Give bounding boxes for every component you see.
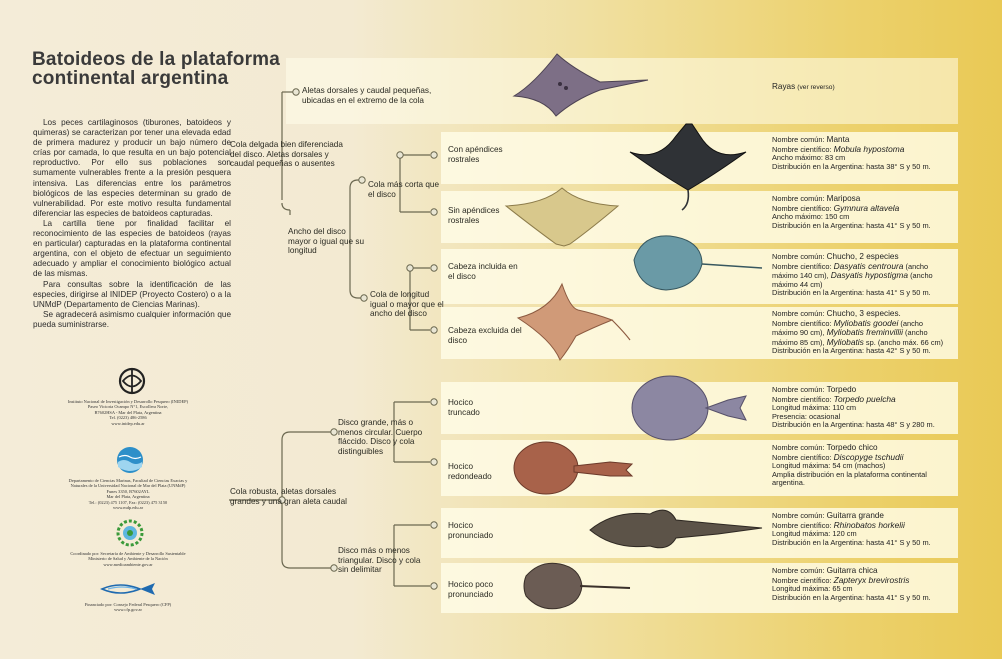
torpedo-chico-illustration xyxy=(510,436,634,498)
org-cfp: Financiado por: Consejo Federal Pesquero (CFP) www.cfp.gov.ar xyxy=(84,602,172,613)
guitarra-chica-illustration xyxy=(520,556,632,616)
key-hocico-redondeado: Hocico redondeado xyxy=(448,462,492,481)
key-disco-triangular: Disco más o menos triangular. Disco y cola sin delimitar xyxy=(338,546,421,575)
key-cola-corta: Cola más corta que el disco xyxy=(368,180,439,199)
species-manta: Nombre común: Manta Nombre científico: Mobula hypostoma Ancho máximo: 83 cm Distribución en la Argentina: hasta 38° S y 50 m. xyxy=(772,135,931,171)
intro-paragraph: La cartilla tiene por finalidad facilitar el reconocimiento de las especies de batoideos (rayas en particular) capturadas en la plataforma continental argentina, con el objeto de efectuar un seguimiento adecuado y ampliar el conocimiento biológico actual de las mismas. xyxy=(33,218,231,279)
intro-paragraph: Los peces cartilaginosos (tiburones, batoideos y quimeras) se caracterizan por tener una elevada edad de primera madurez y producir un bajo número de crías por camada, lo que resulta en un bajo potencial reproductivo. Por ello sus poblaciones son sumamente vulnerables frente a la presión pesquera intensiva. Las diferencias entre los parámetros biológicos de las especies determinan su grado de vulnerabilidad. Por este motivo resulta fundamental diferenciar las especies de batoideos capturadas. xyxy=(33,118,231,218)
raya-illustration xyxy=(512,50,652,120)
guitarra-grande-illustration xyxy=(588,500,764,558)
torpedo-illustration xyxy=(630,372,748,442)
species-chucho-2: Nombre común: Chucho, 2 especies Nombre científico: Dasyatis centroura (ancho máximo 140 cm), Dasyatis hypostigma (ancho máximo 44 cm) Distribución en la Argentina: hasta 41° S y 50 m. xyxy=(772,252,933,297)
species-guitarra-chica: Nombre común: Guitarra chica Nombre científico: Zapteryx brevirostris Longitud máxima: 65 cm Distribución en la Argentina: hasta 41° S y 50 m. xyxy=(772,566,931,602)
key-root-bottom: Cola robusta, aletas dorsales grandes y una gran aleta caudal xyxy=(230,487,347,506)
rayas-name: Rayas xyxy=(772,82,796,91)
myliobatis-illustration xyxy=(512,280,634,364)
species-guitarra-grande: Nombre común: Guitarra grande Nombre científico: Rhinobatos horkelii Longitud máxima: 120 cm Distribución en la Argentina: hasta 41° S y 50 m. xyxy=(772,511,931,547)
species-torpedo: Nombre común: Torpedo Nombre científico: Torpedo puelcha Longitud máxima: 110 cm Presencia: ocasional Distribución en la Argentina: hasta 48° S y 280 m. xyxy=(772,385,935,429)
key-hocico-pronunciado: Hocico pronunciado xyxy=(448,521,494,540)
species-chucho-3: Nombre común: Chucho, 3 especies. Nombre científico: Myliobatis goodei (ancho máximo 90 cm), Myliobatis freminvillii (ancho máximo 85 cm), Myliobatis sp. (ancho máx. 66 cm) Distribución en la Argentina: hasta 42° S y 50 m. xyxy=(772,309,944,355)
key-ancho: Ancho del disco mayor o igual que su longitud xyxy=(288,227,365,256)
org-sayds: Coordinado por: Secretaría de Ambiente y Desarrollo Sustentable Ministerio de Salud y Ambiente de la Nación www.medioambiente.gov.ar xyxy=(70,551,186,567)
key-root-top: Cola delgada bien diferenciada del disco. Aletas dorsales y caudal pequeñas o ausentes xyxy=(230,140,343,169)
rayas-note: (ver reverso) xyxy=(797,84,835,91)
key-con-apendices: Con apéndices rostrales xyxy=(448,145,503,164)
manta-illustration xyxy=(628,122,748,212)
species-mariposa: Nombre común: Mariposa Nombre científico: Gymnura altavela Ancho máximo: 150 cm Distribución en la Argentina: hasta 41° S y 50 m. xyxy=(772,194,931,230)
title-line-2: continental argentina xyxy=(32,68,229,89)
key-cabeza-incluida: Cabeza incluida en el disco xyxy=(448,262,518,281)
intro-paragraph: Se agradecerá asimismo cualquier información que pueda suministrarse. xyxy=(33,309,231,329)
key-disco-grande: Disco grande, más o menos circular. Cuerpo fláccido. Disco y cola distinguibles xyxy=(338,418,423,456)
mariposa-illustration xyxy=(504,184,620,250)
species-rayas xyxy=(772,83,958,93)
key-aletas: Aletas dorsales y caudal pequeñas, ubicadas en el extremo de la cola xyxy=(302,86,432,105)
key-cabeza-excluida: Cabeza excluida del disco xyxy=(448,326,522,345)
chucho-illustration xyxy=(624,230,764,294)
key-cola-larga: Cola de longitud igual o mayor que el ancho del disco xyxy=(370,290,444,319)
key-hocico-truncado: Hocico truncado xyxy=(448,398,480,417)
intro-paragraph: Para consultas sobre la identificación de las especies, dirigirse al INIDEP (Proyecto Costero) o a la UNMdP (Departamento de Ciencias Marinas). xyxy=(33,279,231,309)
species-torpedo-chico: Nombre común: Torpedo chico Nombre científico: Discopyge tschudii Longitud máxima: 54 cm (machos) Amplia distribución en la plataforma continental argentina. xyxy=(772,443,927,487)
org-unmdp: Departamento de Ciencias Marinas, Facultad de Ciencias Exactas y Naturales de la Universidad Nacional de Mar del Plata (UNMdP) Funes 3350, B7602AYL Mar del Plata, Argentina Tel.: (0223) 475 1107, Fax: (0223) 475 3150 www.mdp.edu.ar xyxy=(68,478,188,511)
key-sin-apendices: Sin apéndices rostrales xyxy=(448,206,500,225)
key-hocico-poco: Hocico poco pronunciado xyxy=(448,580,494,599)
title-line-1: Batoideos de la plataforma xyxy=(32,49,281,70)
org-inidep: Instituto Nacional de Investigación y Desarrollo Pesquero (INIDEP) Paseo Victoria Ocampo N°1, Escollera Norte, B7602HSA - Mar del Plata, Argentina Tel. (0223) 486-2586 www.inidep.edu.ar xyxy=(67,399,189,426)
